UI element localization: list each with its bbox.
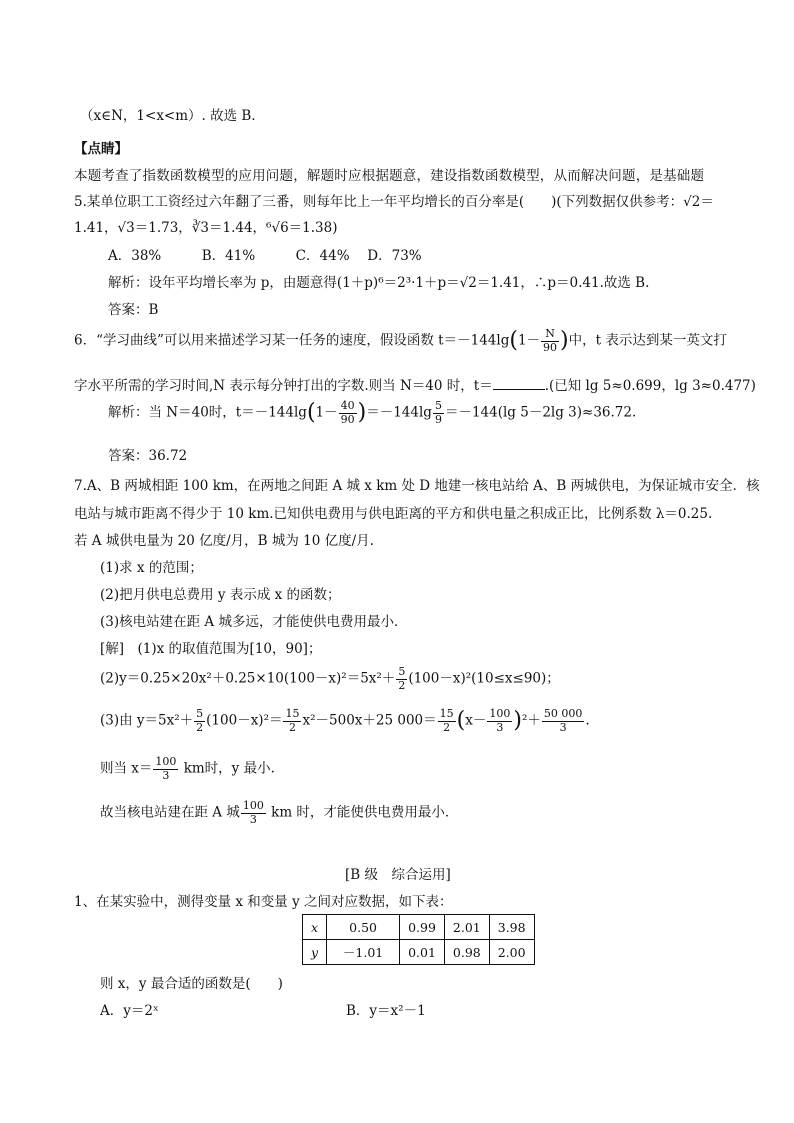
fraction-40-90: $\frac{40}{90}$ — [340, 399, 355, 426]
table-cell: 0.50 — [327, 915, 400, 940]
question-6-line-2 — [74, 374, 756, 394]
option-b: B．y＝x²－1 — [346, 1003, 426, 1019]
text-line-3: 本题考查了指数函数模型的应用问题，解题时应根据题意，建设指数函数模型，从而解决问题，是基础题 — [74, 168, 705, 184]
question-6-text-b: 中，t 表示达到某一英文打 — [568, 332, 727, 349]
open-paren: ( — [509, 328, 518, 354]
table-cell: x — [303, 915, 327, 940]
table-cell: y — [303, 940, 327, 965]
fraction-5-2-b: $\frac{5}{2}$ — [196, 707, 204, 734]
fraction-50000-3: $\frac{50 000}{3}$ — [543, 707, 583, 734]
question-6-text-a: 6．“学习曲线”可以用来描述学习某一任务的速度，假设函数 t＝－144lg — [74, 332, 510, 349]
solution-2: (2)y＝0.25×20x²＋0.25×10(100－x)²＝5x²＋ $\frac{5}{2}$ (100－x)²(10≤x≤90)； — [100, 665, 560, 692]
fraction-5-9: $\frac{5}{9}$ — [434, 399, 442, 426]
question-b1-prompt: 则 x，y 最合适的函数是( ) — [100, 976, 283, 992]
solution-1: [解] (1)x 的取值范围为[10，90]； — [100, 641, 322, 657]
fraction-15-2-b: $\frac{15}{2}$ — [439, 707, 454, 734]
question-6-line-1: 6．“学习曲线”可以用来描述学习某一任务的速度，假设函数 t＝－144lg(1－ $\frac{N}{90}$ )中，t 表示达到某一英文打 — [74, 327, 727, 354]
table-cell: 2.00 — [489, 940, 534, 965]
solution-conclusion-1: 则当 x＝ $\frac{100}{3}$ km时，y 最小. — [100, 755, 275, 782]
text-line-1: （x∈N，1<x<m）. 故选 B． — [80, 108, 265, 124]
fraction-n-90: $\frac{N}{90}$ — [543, 327, 558, 354]
fraction-100-3-c: $\frac{100}{3}$ — [242, 799, 264, 826]
question-5-analysis: 解析：设年平均增长率为 p，由题意得(1＋p)⁶＝2³·1＋p＝√2＝1.41，∴p＝0.41.故选 B. — [108, 275, 650, 291]
table-cell: 0.01 — [400, 940, 445, 965]
table-row — [303, 915, 535, 940]
question-7-part-3: (3)核电站建在距 A 城多远，才能使供电费用最小． — [100, 614, 408, 630]
question-5-answer: 答案：B — [108, 302, 159, 318]
table-cell: 0.98 — [444, 940, 489, 965]
question-7-part-1: (1)求 x 的范围； — [100, 560, 203, 576]
question-7-line-2: 电站与城市距离不得少于 10 km.已知供电费用与供电距离的平方和供电量之积成正比，比例系数 λ＝0.25. — [74, 506, 713, 522]
table-cell: －1.01 — [327, 940, 400, 965]
table-cell: 3.98 — [489, 915, 534, 940]
fraction-15-2: $\frac{15}{2}$ — [285, 707, 300, 734]
question-7-line-1: 7.A、B 两城相距 100 km，在两地之间距 A 城 x km 处 D 地建一核电站给 A、B 两城供电，为保证城市安全．核 — [74, 478, 760, 494]
question-6-text-d: .(已知 lg 5≈0.699，lg 3≈0.477) — [544, 378, 756, 394]
table-cell: 0.99 — [400, 915, 445, 940]
option-a: A．y＝2ˣ — [100, 1003, 159, 1019]
answer-blank — [493, 377, 545, 390]
fraction-100-3: $\frac{100}{3}$ — [489, 707, 511, 734]
solution-conclusion-2: 故当核电站建在距 A 城 $\frac{100}{3}$ km 时，才能使供电费用最小． — [100, 799, 459, 826]
question-7-part-2: (2)把月供电总费用 y 表示成 x 的函数； — [100, 587, 341, 603]
analysis-text-b: ＝－144lg — [366, 404, 432, 421]
analysis-text-c: ＝－144(lg 5－2lg 3)≈36.72. — [444, 404, 637, 421]
dianjing-heading: 【点睛】 — [74, 141, 128, 157]
question-b1: 1、在某实验中，测得变量 x 和变量 y 之间对应数据，如下表： — [74, 894, 453, 910]
question-6-analysis: 解析：当 N＝40时，t＝－144lg(1－ $\frac{40}{90}$ )＝－144lg $\frac{5}{9}$ ＝－144(lg 5－2lg 3)≈36.72. — [108, 399, 637, 426]
close-paren: ) — [560, 328, 569, 354]
question-5-options: A．38% B．41% C．44% D．73% — [108, 248, 422, 264]
table-cell: 2.01 — [444, 915, 489, 940]
question-6-text-c: 字水平所需的学习时间,N 表示每分钟打出的字数.则当 N＝40 时，t＝ — [74, 378, 493, 394]
section-heading: [B 级 综合运用] — [345, 867, 451, 883]
data-table — [302, 914, 535, 965]
question-5: 5.某单位职工工资经过六年翻了三番，则每年比上一年平均增长的百分率是( )(下列数据仅供参考：√2＝ — [74, 194, 714, 210]
table-row — [303, 940, 535, 965]
fraction-5-2: $\frac{5}{2}$ — [398, 665, 406, 692]
analysis-text-a: 解析：当 N＝40时，t＝－144lg — [108, 404, 307, 421]
solution-3: (3)由 y＝5x²＋ $\frac{5}{2}$ (100－x)²＝ $\frac{15}{2}$ x²－500x＋25 000＝ $\frac{15}{2}$ (x－ $\frac{100}{3}$ )²＋ $\frac{50 000}{3}$ . — [100, 707, 590, 734]
question-6-answer: 答案：36.72 — [108, 448, 188, 464]
fraction-100-3-b: $\frac{100}{3}$ — [155, 755, 177, 782]
question-5-data: 1.41，√3＝1.73，∛3＝1.44，⁶√6＝1.38) — [74, 220, 338, 236]
question-7-line-3: 若 A 城供电量为 20 亿度/月，B 城为 10 亿度/月. — [74, 533, 374, 549]
